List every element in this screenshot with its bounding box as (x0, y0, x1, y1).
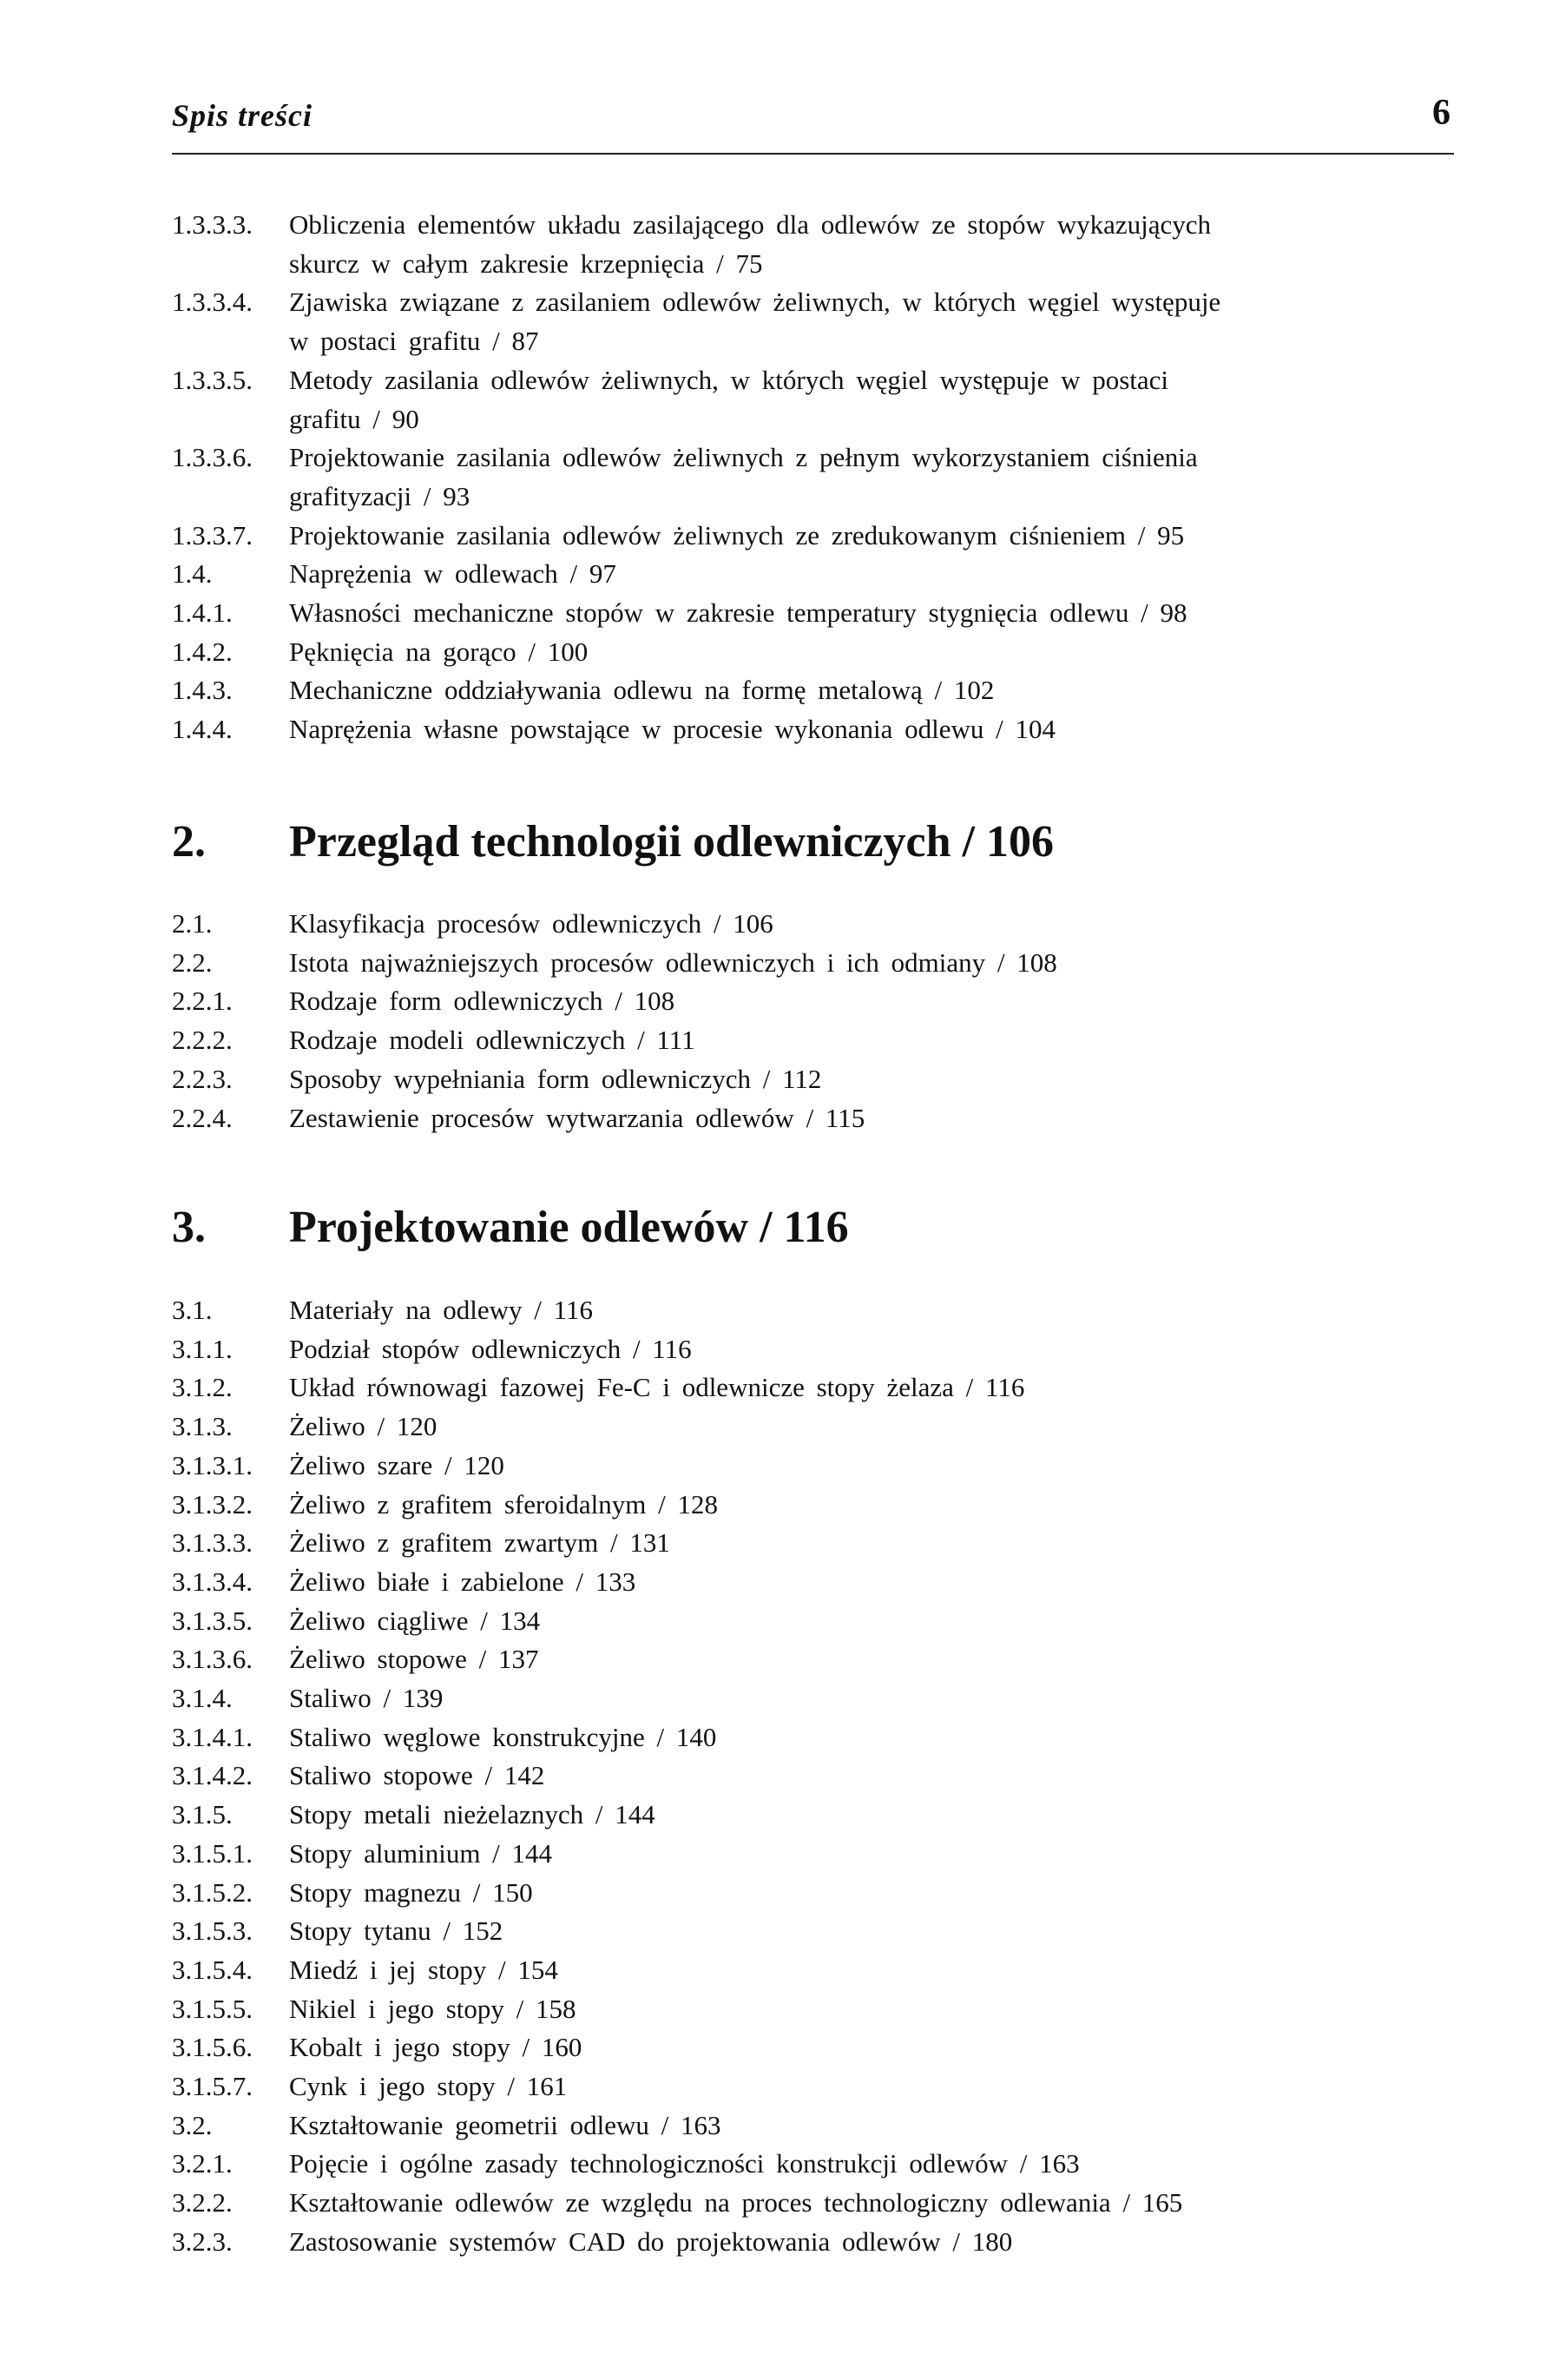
toc-entry-number: 3.2.1. (172, 2148, 233, 2179)
toc-entry-number: 2.1. (172, 908, 213, 939)
toc-entry (172, 2145, 1387, 2184)
toc-entry (172, 2223, 1387, 2262)
toc-entry-title: Stopy tytanu / 152 (289, 1915, 503, 1947)
toc-entry-title: grafityzacji / 93 (289, 480, 470, 511)
toc-entry-title: Kształtowanie odlewów ze względu na proces technologiczny odlewania / 165 (289, 2187, 1183, 2218)
toc-entry-number: 3.1.5.6. (172, 2032, 253, 2063)
toc-entry-title: Istota najważniejszych procesów odlewniczych i ich odmiany / 108 (289, 946, 1057, 978)
toc-section-1 (172, 206, 1387, 749)
toc-entry-number: 3.1.5.3. (172, 1915, 253, 1947)
toc-entry (172, 1408, 1387, 1447)
toc-entry (172, 361, 1387, 400)
toc-entry-number: 3.1.2. (172, 1372, 233, 1403)
toc-entry-title: Żeliwo z grafitem sferoidalnym / 128 (289, 1488, 719, 1520)
toc-entry-number: 3.1.5. (172, 1799, 233, 1830)
toc-entry-number: 3.1.5.5. (172, 1993, 253, 2024)
toc-entry-title: Naprężenia w odlewach / 97 (289, 558, 616, 590)
toc-entry (172, 1060, 1387, 1099)
running-header-title: Spis treści (172, 98, 313, 133)
toc-entry (172, 206, 1387, 245)
toc-entry-title: Miedź i jej stopy / 154 (289, 1954, 558, 1985)
toc-entry-number: 1.4. (172, 558, 213, 590)
toc-entry-number: 1.3.3.6. (172, 442, 253, 473)
header-rule (172, 153, 1454, 155)
toc-entry-title: Żeliwo białe i zabielone / 133 (289, 1566, 636, 1597)
toc-entry (172, 905, 1387, 944)
toc-entry-number: 1.3.3.5. (172, 364, 253, 395)
toc-entry-number: 3.2. (172, 2109, 213, 2140)
toc-entry-title: Żeliwo / 120 (289, 1411, 437, 1442)
toc-entry-title: Podział stopów odlewniczych / 116 (289, 1333, 692, 1364)
toc-entry-number: 3.1.3.3. (172, 1527, 253, 1559)
toc-entry-title: Staliwo / 139 (289, 1683, 444, 1714)
toc-entry (172, 1874, 1387, 1913)
toc-entry (172, 438, 1387, 478)
toc-entry-number: 2.2.3. (172, 1063, 233, 1094)
toc-entry-number: 3.1.3.4. (172, 1566, 253, 1597)
toc-entry-title: Żeliwo z grafitem zwartym / 131 (289, 1527, 670, 1559)
toc-entry-number: 3.1.5.4. (172, 1954, 253, 1985)
toc-entry (172, 1021, 1387, 1060)
toc-entry-title: Pęknięcia na gorąco / 100 (289, 636, 589, 667)
toc-entry-title: Pojęcie i ogólne zasady technologiczności konstrukcji odlewów / 163 (289, 2148, 1080, 2179)
toc-entry (172, 400, 1387, 439)
toc-entry-title: skurcz w całym zakresie krzepnięcia / 75 (289, 247, 763, 279)
toc-entry (172, 322, 1387, 361)
toc-entry (172, 2028, 1387, 2067)
toc-entry (172, 1951, 1387, 1990)
toc-entry-number (172, 400, 289, 439)
toc-entry (172, 2067, 1387, 2106)
toc-entry (172, 1718, 1387, 1757)
toc-entry-number: 3.1.3.1. (172, 1449, 253, 1480)
toc-entry (172, 1368, 1387, 1408)
toc-entry (172, 594, 1387, 633)
toc-entry-number: 2.2.4. (172, 1102, 233, 1133)
toc-entry-title: Żeliwo stopowe / 137 (289, 1644, 539, 1675)
toc-entry-number: 3.1.3.6. (172, 1644, 253, 1675)
toc-entry-title: Kobalt i jego stopy / 160 (289, 2032, 582, 2063)
toc-entry (172, 478, 1387, 517)
chapter-number: 3. (172, 1203, 206, 1252)
toc-section-2 (172, 905, 1387, 1137)
toc-entry (172, 982, 1387, 1021)
toc-entry-title: Staliwo stopowe / 142 (289, 1760, 545, 1791)
toc-entry-number: 3.1.4.2. (172, 1760, 253, 1791)
toc-entry (172, 245, 1387, 284)
toc-entry-title: Zjawiska związane z zasilaniem odlewów żeliwnych, w których węgiel występuje (289, 287, 1221, 318)
toc-entry (172, 1099, 1387, 1138)
toc-entry-number: 2.2. (172, 946, 213, 978)
toc-entry-number: 3.1.3.5. (172, 1605, 253, 1636)
toc-entry-title: Metody zasilania odlewów żeliwnych, w których węgiel występuje w postaci (289, 364, 1169, 395)
toc-entry-title: Własności mechaniczne stopów w zakresie temperatury stygnięcia odlewu / 98 (289, 597, 1187, 629)
chapter-3-heading (172, 1202, 849, 1254)
toc-entry-title: Naprężenia własne powstające w procesie wykonania odlewu / 104 (289, 714, 1056, 745)
toc-entry-number: 2.2.2. (172, 1025, 233, 1056)
chapter-title: Przegląd technologii odlewniczych / 106 (289, 817, 1055, 867)
toc-entry (172, 944, 1387, 983)
toc-entry (172, 1757, 1387, 1796)
toc-entry-number: 1.3.3.4. (172, 287, 253, 318)
toc-entry (172, 633, 1387, 672)
toc-entry-title: Cynk i jego stopy / 161 (289, 2071, 568, 2102)
toc-entry (172, 517, 1387, 556)
toc-entry (172, 1835, 1387, 1874)
toc-entry (172, 1524, 1387, 1563)
toc-entry-number: 1.4.3. (172, 675, 233, 706)
toc-entry-number: 3.2.2. (172, 2187, 233, 2218)
toc-entry (172, 1796, 1387, 1835)
toc-entry-title: Stopy magnezu / 150 (289, 1876, 533, 1908)
toc-entry-number: 3.1.3. (172, 1411, 233, 1442)
toc-entry-title: Stopy metali nieżelaznych / 144 (289, 1799, 655, 1830)
toc-entry-title: Nikiel i jego stopy / 158 (289, 1993, 576, 2024)
toc-entry (172, 1563, 1387, 1602)
toc-entry-number: 3.1. (172, 1295, 213, 1325)
toc-entry-title: Żeliwo szare / 120 (289, 1449, 504, 1480)
toc-entry-number: 3.2.3. (172, 2225, 233, 2257)
toc-entry-title: Kształtowanie geometrii odlewu / 163 (289, 2109, 721, 2140)
toc-entry-title: Klasyfikacja procesów odlewniczych / 106 (289, 908, 773, 939)
toc-entry-title: Zastosowanie systemów CAD do projektowania odlewów / 180 (289, 2225, 1013, 2257)
toc-entry-title: Zestawienie procesów wytwarzania odlewów / 115 (289, 1102, 865, 1133)
toc-entry-number: 1.3.3.7. (172, 519, 253, 550)
toc-entry (172, 1912, 1387, 1951)
toc-entry-number (172, 245, 289, 284)
toc-entry (172, 1679, 1387, 1718)
toc-entry-number: 3.1.4.1. (172, 1721, 253, 1752)
toc-entry-title: Rodzaje modeli odlewniczych / 111 (289, 1025, 695, 1056)
toc-entry-title: Rodzaje form odlewniczych / 108 (289, 986, 675, 1017)
toc-entry-number: 1.3.3.3. (172, 209, 253, 240)
toc-entry (172, 1486, 1387, 1525)
toc-entry-number: 3.1.5.1. (172, 1837, 253, 1869)
toc-entry-title: Stopy aluminium / 144 (289, 1837, 553, 1869)
toc-entry-title: Projektowanie zasilania odlewów żeliwnych z pełnym wykorzystaniem ciśnienia (289, 442, 1198, 473)
toc-entry (172, 671, 1387, 710)
toc-entry-number (172, 478, 289, 517)
toc-section-3 (172, 1291, 1387, 2262)
toc-entry (172, 2106, 1387, 2146)
toc-entry-title: Projektowanie zasilania odlewów żeliwnych ze zredukowanym ciśnieniem / 95 (289, 519, 1185, 550)
chapter-2-heading (172, 816, 1054, 868)
toc-entry (172, 1291, 1387, 1330)
toc-entry-title: Układ równowagi fazowej Fe-C i odlewnicze stopy żelaza / 116 (289, 1372, 1025, 1403)
toc-entry-number: 1.4.1. (172, 597, 233, 629)
chapter-number: 2. (172, 817, 206, 867)
toc-entry (172, 2184, 1387, 2223)
toc-entry (172, 1640, 1387, 1679)
toc-entry-number: 3.1.4. (172, 1683, 233, 1714)
toc-entry-title: grafitu / 90 (289, 403, 419, 434)
toc-entry-number (172, 322, 289, 361)
toc-entry-title: Sposoby wypełniania form odlewniczych / 112 (289, 1063, 822, 1094)
toc-entry-number: 2.2.1. (172, 986, 233, 1017)
toc-entry (172, 710, 1387, 749)
toc-entry (172, 555, 1387, 594)
toc-entry-number: 3.1.1. (172, 1333, 233, 1364)
toc-entry-title: w postaci grafitu / 87 (289, 326, 539, 357)
chapter-title: Projektowanie odlewów / 116 (289, 1203, 849, 1252)
toc-entry-number: 1.4.2. (172, 636, 233, 667)
toc-entry-title: Materiały na odlewy / 116 (289, 1295, 593, 1325)
toc-entry (172, 1330, 1387, 1369)
toc-entry-number: 3.1.3.2. (172, 1488, 253, 1520)
toc-entry-title: Obliczenia elementów układu zasilającego dla odlewów ze stopów wykazujących (289, 209, 1211, 240)
toc-entry-title: Mechaniczne oddziaływania odlewu na formę metalową / 102 (289, 675, 995, 706)
toc-entry-number: 3.1.5.7. (172, 2071, 253, 2102)
toc-entry (172, 1447, 1387, 1486)
toc-entry (172, 1602, 1387, 1641)
toc-entry (172, 283, 1387, 322)
toc-entry-title: Staliwo węglowe konstrukcyjne / 140 (289, 1721, 717, 1752)
toc-entry-title: Żeliwo ciągliwe / 134 (289, 1605, 541, 1636)
toc-entry-number: 3.1.5.2. (172, 1876, 253, 1908)
toc-entry-number: 1.4.4. (172, 714, 233, 745)
page-number: 6 (1432, 93, 1450, 133)
toc-entry (172, 1990, 1387, 2029)
